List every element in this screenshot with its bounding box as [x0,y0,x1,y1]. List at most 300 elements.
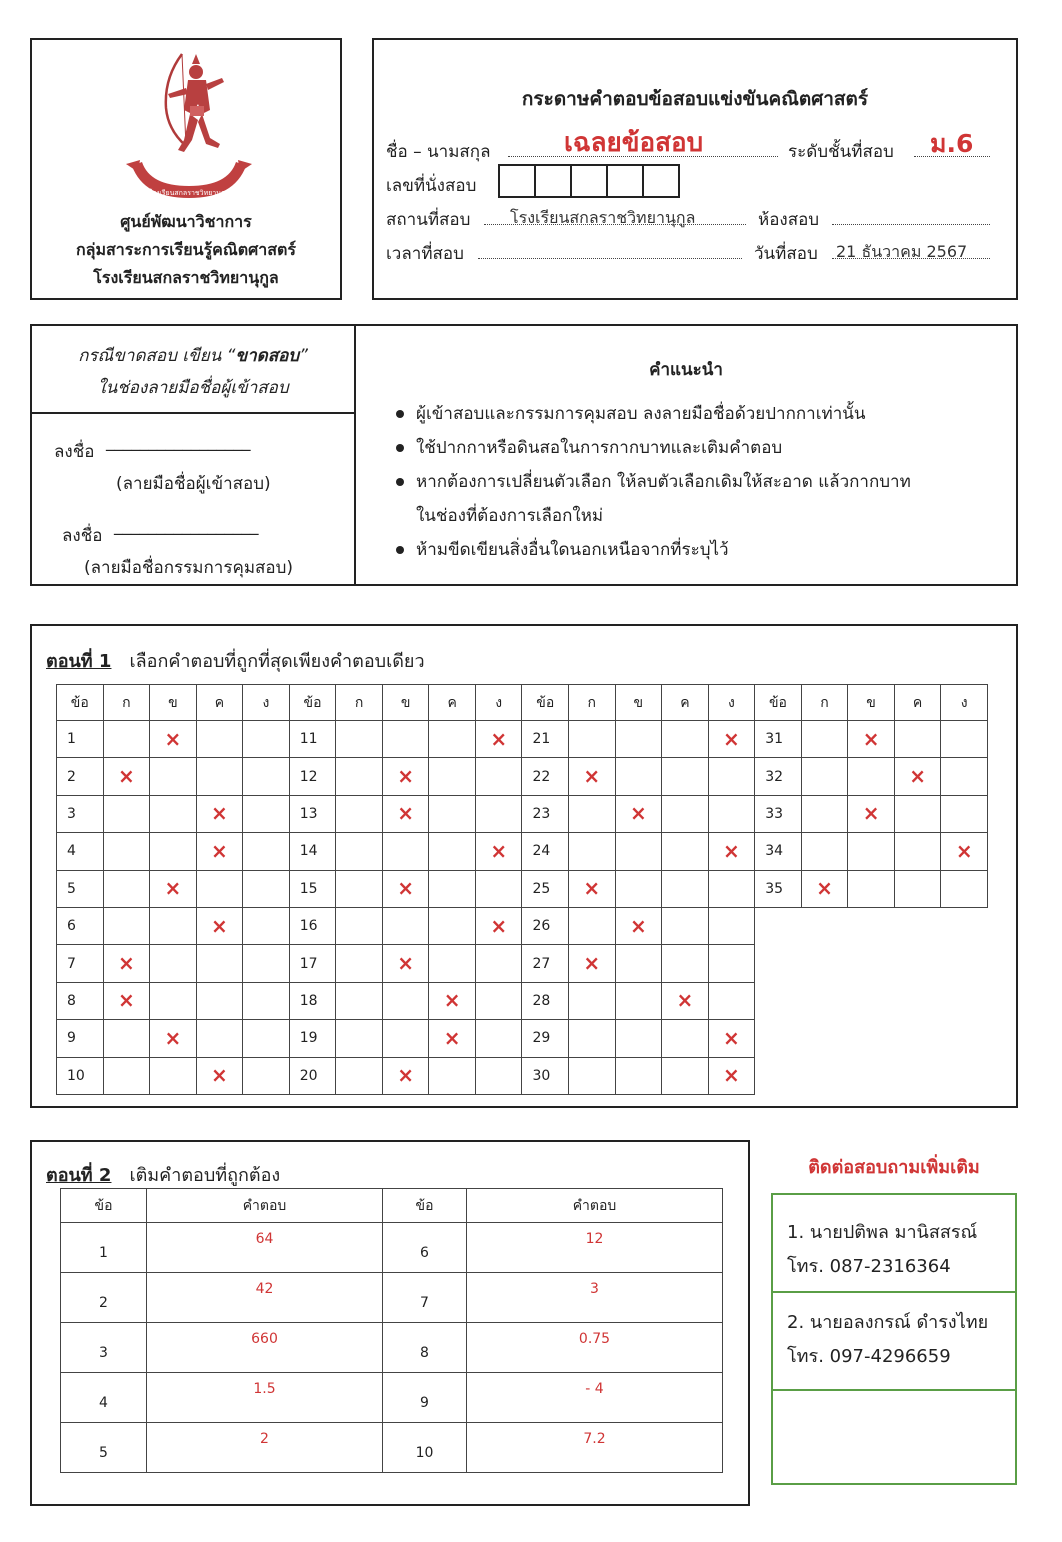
answer-cell[interactable] [336,721,383,758]
x-mark-icon: × [490,838,508,863]
question-number: 18 [289,982,336,1019]
answer-cell[interactable] [708,870,755,907]
answer-cell[interactable] [615,945,662,982]
question-number: 13 [289,795,336,832]
answer-cell[interactable] [941,870,988,907]
question-number: 2 [57,758,104,795]
col-header-choice: ง [243,685,290,721]
answer-cell[interactable] [708,945,755,982]
question-number: 5 [57,870,104,907]
answer-cell[interactable] [243,833,290,870]
question-number: 28 [522,982,569,1019]
contact-divider [773,1291,1015,1293]
answer-cell[interactable] [475,833,522,870]
answer-cell[interactable] [615,721,662,758]
col-header-no: ข้อ [755,685,802,721]
question-number: 20 [289,1057,336,1094]
contact-person-1: 1. นายปติพล มานิสสรณ์ [787,1222,978,1243]
answer-cell[interactable] [615,1057,662,1094]
answer-cell[interactable] [475,870,522,907]
answer-cell[interactable] [569,982,616,1019]
answer-cell[interactable] [103,1057,150,1094]
x-mark-icon: × [490,726,508,751]
answer-cell[interactable] [662,1057,709,1094]
answer-cell[interactable] [708,1020,755,1057]
time-field-line[interactable] [478,258,742,259]
col-header-choice: ง [475,685,522,721]
absent-note-line1: กรณีขาดสอบ เขียน “ขาดสอบ” [78,346,308,366]
answer-cell[interactable] [243,870,290,907]
answer-cell[interactable] [196,982,243,1019]
table-row [57,1057,988,1094]
level-value: ม.6 [930,129,974,158]
col-header-choice: ก [569,685,616,721]
answer-value[interactable]: 3 [467,1273,723,1323]
question-number: 6 [383,1223,467,1273]
x-mark-icon: × [583,764,601,789]
answer-value[interactable]: 2 [147,1423,383,1473]
col-header-no: ข้อ [289,685,336,721]
question-number: 32 [755,758,802,795]
part1-header-row [57,685,988,721]
x-mark-icon: × [955,838,973,863]
answer-cell[interactable] [848,758,895,795]
answer-cell[interactable] [336,1020,383,1057]
answer-cell[interactable] [429,870,476,907]
question-number: 10 [383,1423,467,1473]
answer-cell[interactable] [569,833,616,870]
question-number: 26 [522,907,569,944]
answer-cell[interactable] [941,758,988,795]
answer-cell[interactable] [475,907,522,944]
answer-cell[interactable] [336,758,383,795]
answer-cell[interactable] [569,795,616,832]
answer-cell[interactable] [801,795,848,832]
answer-cell[interactable] [150,795,197,832]
answer-cell[interactable] [196,833,243,870]
question-number: 3 [57,795,104,832]
answer-cell[interactable] [382,907,429,944]
answer-cell[interactable] [150,945,197,982]
table-row [57,1020,988,1057]
question-number: 9 [57,1020,104,1057]
answer-cell[interactable] [103,795,150,832]
col-header-choice: ข [150,685,197,721]
answer-cell[interactable] [941,795,988,832]
answer-cell[interactable] [429,758,476,795]
answer-cell[interactable] [336,833,383,870]
answer-value[interactable]: 660 [147,1323,383,1373]
answer-cell[interactable] [475,945,522,982]
question-number: 24 [522,833,569,870]
answer-value[interactable]: 64 [147,1223,383,1273]
answer-cell[interactable] [429,1020,476,1057]
answer-cell[interactable] [662,833,709,870]
col-header-choice: ก [801,685,848,721]
instruction-item: หากต้องการเปลี่ยนตัวเลือก ให้ลบตัวเลือกเดิมให้สะอาด แล้วกากบาท [416,472,911,492]
school-emblem-logo [124,48,254,198]
answer-cell[interactable] [894,870,941,907]
contact-divider [773,1389,1015,1391]
room-label: ห้องสอบ [758,210,820,230]
question-number: 14 [289,833,336,870]
answer-cell[interactable] [382,1020,429,1057]
x-mark-icon: × [583,951,601,976]
proctor-sign-label: ลงชื่อ [62,526,103,546]
answer-value[interactable]: 12 [467,1223,723,1273]
answer-cell[interactable] [196,907,243,944]
instructions-title: คำแนะนำ [649,360,723,380]
panel-divider [32,412,356,414]
answer-cell[interactable] [708,1057,755,1094]
answer-cell[interactable] [708,758,755,795]
exam-info-form [372,38,1018,300]
x-mark-icon: × [443,988,461,1013]
answer-cell[interactable] [336,795,383,832]
level-label: ระดับชั้นที่สอบ [788,142,894,162]
answer-cell[interactable] [382,945,429,982]
answer-cell[interactable] [150,907,197,944]
question-number: 4 [57,833,104,870]
table-row [57,982,988,1019]
answer-cell[interactable] [243,758,290,795]
answer-value[interactable]: - 4 [467,1373,723,1423]
question-number: 23 [522,795,569,832]
table-row [57,795,988,832]
question-number: 8 [383,1323,467,1373]
answer-cell[interactable] [475,1057,522,1094]
room-field-line[interactable] [832,224,990,225]
answer-cell[interactable] [615,795,662,832]
answer-value[interactable]: 42 [147,1273,383,1323]
answer-cell[interactable] [196,945,243,982]
part2-section [30,1140,750,1506]
col-header-answer: คำตอบ [467,1189,723,1223]
signature-instructions-panel [30,324,1018,586]
answer-cell[interactable] [475,758,522,795]
answer-cell[interactable] [103,945,150,982]
col-header-choice: ก [103,685,150,721]
answer-cell[interactable] [615,833,662,870]
x-mark-icon: × [397,876,414,901]
answer-cell[interactable] [243,721,290,758]
answer-cell[interactable] [382,982,429,1019]
answer-cell[interactable] [615,758,662,795]
answer-cell[interactable] [894,795,941,832]
answer-cell[interactable] [103,982,150,1019]
question-number: 21 [522,721,569,758]
x-mark-icon: × [629,913,647,938]
table-row [61,1323,723,1373]
answer-cell[interactable] [615,982,662,1019]
col-header-choice: ข [615,685,662,721]
answer-cell[interactable] [196,870,243,907]
answer-cell[interactable] [150,1020,197,1057]
answer-cell[interactable] [662,907,709,944]
answer-cell[interactable] [848,870,895,907]
answer-cell[interactable] [382,758,429,795]
bullet-icon [396,444,404,452]
answer-cell[interactable] [708,721,755,758]
answer-cell[interactable] [103,1020,150,1057]
answer-cell[interactable] [103,907,150,944]
proctor-sign-line[interactable]: _________________ [114,516,259,536]
answer-cell[interactable] [662,795,709,832]
answer-value[interactable]: 1.5 [147,1373,383,1423]
x-mark-icon: × [397,1063,414,1088]
table-row [57,945,988,982]
examinee-sign-line[interactable]: _________________ [106,432,251,452]
name-label: ชื่อ – นามสกุล [386,142,491,162]
answer-cell[interactable] [569,870,616,907]
answer-cell[interactable] [382,870,429,907]
answer-cell[interactable] [708,795,755,832]
answer-cell[interactable] [662,758,709,795]
x-mark-icon: × [211,838,228,863]
absent-note-keyword: ขาดสอบ [235,346,300,366]
answer-cell[interactable] [848,721,895,758]
table-row [61,1273,723,1323]
col-header-no: ข้อ [383,1189,467,1223]
seat-digit-box[interactable] [642,164,680,198]
form-title: กระดาษคำตอบข้อสอบแข่งขันคณิตศาสตร์ [521,88,869,110]
x-mark-icon: × [164,876,182,901]
col-header-choice: ค [429,685,476,721]
question-number: 4 [61,1373,147,1423]
question-number: 17 [289,945,336,982]
answer-cell[interactable] [382,721,429,758]
x-mark-icon: × [676,988,694,1013]
answer-cell[interactable] [103,833,150,870]
question-number: 11 [289,721,336,758]
answer-cell[interactable] [196,721,243,758]
x-mark-icon: × [723,1063,740,1088]
x-mark-icon: × [909,764,926,789]
name-value: เฉลยข้อสอบ [564,128,704,158]
question-number: 5 [61,1423,147,1473]
col-header-choice: ง [941,685,988,721]
instruction-item-continued: ในช่องที่ต้องการเลือกใหม่ [416,506,604,526]
question-number: 16 [289,907,336,944]
answer-cell[interactable] [243,1057,290,1094]
answer-cell[interactable] [475,1020,522,1057]
answer-cell[interactable] [894,758,941,795]
answer-cell[interactable] [196,758,243,795]
table-row [57,721,988,758]
answer-cell[interactable] [615,1020,662,1057]
question-number: 27 [522,945,569,982]
answer-cell[interactable] [150,982,197,1019]
col-header-choice: ค [894,685,941,721]
answer-cell[interactable] [429,945,476,982]
col-header-answer: คำตอบ [147,1189,383,1223]
x-mark-icon: × [397,764,414,789]
part1-answer-grid [56,684,988,1095]
question-number: 15 [289,870,336,907]
answer-cell[interactable] [336,982,383,1019]
x-mark-icon: × [862,726,880,751]
x-mark-icon: × [723,838,740,863]
answer-cell[interactable] [382,1057,429,1094]
question-number: 30 [522,1057,569,1094]
answer-cell[interactable] [569,1020,616,1057]
contact-person-2: 2. นายอลงกรณ์ ดำรงไทย [787,1312,989,1333]
answer-cell[interactable] [615,870,662,907]
x-mark-icon: × [443,1025,461,1050]
table-row [61,1373,723,1423]
empty-cell [755,1020,988,1057]
answer-value[interactable]: 0.75 [467,1323,723,1373]
venue-label: สถานที่สอบ [386,210,471,230]
table-row [61,1423,723,1473]
answer-cell[interactable] [941,833,988,870]
x-mark-icon: × [117,951,135,976]
seat-number-boxes[interactable] [498,164,688,198]
answer-cell[interactable] [336,945,383,982]
time-label: เวลาที่สอบ [386,244,464,264]
answer-cell[interactable] [569,945,616,982]
question-number: 6 [57,907,104,944]
question-number: 1 [57,721,104,758]
answer-cell[interactable] [801,721,848,758]
answer-cell[interactable] [569,907,616,944]
answer-cell[interactable] [429,1057,476,1094]
answer-cell[interactable] [801,833,848,870]
question-number: 34 [755,833,802,870]
answer-cell[interactable] [615,907,662,944]
absent-note-line2: ในช่องลายมือชื่อผู้เข้าสอบ [97,378,289,398]
answer-cell[interactable] [243,945,290,982]
logo-ribbon-text: โรงเรียนสกลราชวิทยานุกูล [148,189,230,197]
empty-cell [755,945,988,982]
col-header-choice: ค [662,685,709,721]
table-row [57,907,988,944]
answer-cell[interactable] [429,982,476,1019]
seat-digit-box[interactable] [570,164,608,198]
answer-cell[interactable] [196,795,243,832]
answer-cell[interactable] [708,982,755,1019]
answer-cell[interactable] [941,721,988,758]
x-mark-icon: × [723,726,740,751]
answer-cell[interactable] [708,907,755,944]
answer-cell[interactable] [894,721,941,758]
answer-cell[interactable] [150,758,197,795]
org-name-line3: โรงเรียนสกลราชวิทยานุกูล [93,268,279,287]
seat-label: เลขที่นั่งสอบ [386,176,477,196]
answer-cell[interactable] [429,795,476,832]
part1-section [30,624,1018,1108]
answer-cell[interactable] [662,870,709,907]
date-label: วันที่สอบ [754,244,818,264]
question-number: 8 [57,982,104,1019]
org-name-line2: กลุ่มสาระการเรียนรู้คณิตศาสตร์ [75,240,297,259]
part2-answer-table [60,1188,723,1473]
answer-cell[interactable] [336,907,383,944]
answer-cell[interactable] [150,870,197,907]
table-row [57,870,988,907]
answer-cell[interactable] [382,833,429,870]
seat-digit-box[interactable] [534,164,572,198]
col-header-choice: ข [848,685,895,721]
answer-cell[interactable] [243,982,290,1019]
question-number: 3 [61,1323,147,1373]
x-mark-icon: × [723,1025,740,1050]
instruction-item: ใช้ปากกาหรือดินสอในการกากบาทและเติมคำตอบ [416,438,783,458]
contact-phone-1: โทร. 087-2316364 [787,1256,951,1277]
answer-cell[interactable] [662,945,709,982]
col-header-choice: ก [336,685,383,721]
answer-cell[interactable] [475,982,522,1019]
part2-description: เติมคำตอบที่ถูกต้อง [129,1165,281,1186]
col-header-no: ข้อ [61,1189,147,1223]
answer-cell[interactable] [243,907,290,944]
question-number: 29 [522,1020,569,1057]
x-mark-icon: × [211,1063,228,1088]
instruction-item: ห้ามขีดเขียนสิ่งอื่นใดนอกเหนือจากที่ระบุไว้ [416,540,729,560]
answer-cell[interactable] [150,833,197,870]
answer-cell[interactable] [801,870,848,907]
table-row [61,1223,723,1273]
col-header-no: ข้อ [57,685,104,721]
question-number: 10 [57,1057,104,1094]
answer-cell[interactable] [708,833,755,870]
answer-cell[interactable] [662,721,709,758]
answer-cell[interactable] [336,870,383,907]
x-mark-icon: × [490,913,508,938]
answer-cell[interactable] [569,1057,616,1094]
answer-cell[interactable] [336,1057,383,1094]
answer-cell[interactable] [475,721,522,758]
x-mark-icon: × [117,988,135,1013]
answer-cell[interactable] [801,758,848,795]
answer-cell[interactable] [475,795,522,832]
answer-cell[interactable] [662,1020,709,1057]
venue-value: โรงเรียนสกลราชวิทยานุกูล [510,208,696,227]
answer-cell[interactable] [848,795,895,832]
empty-cell [755,907,988,944]
answer-value[interactable]: 7.2 [467,1423,723,1473]
part2-heading: ตอนที่ 2 [46,1165,112,1186]
answer-cell[interactable] [429,721,476,758]
seat-digit-box[interactable] [498,164,536,198]
answer-cell[interactable] [196,1020,243,1057]
answer-cell[interactable] [569,721,616,758]
answer-cell[interactable] [103,721,150,758]
answer-cell[interactable] [429,833,476,870]
answer-cell[interactable] [150,721,197,758]
answer-cell[interactable] [103,870,150,907]
answer-cell[interactable] [569,758,616,795]
answer-cell[interactable] [196,1057,243,1094]
x-mark-icon: × [397,951,414,976]
answer-cell[interactable] [243,795,290,832]
answer-cell[interactable] [382,795,429,832]
answer-cell[interactable] [662,982,709,1019]
part1-heading-row [46,646,425,675]
answer-cell[interactable] [150,1057,197,1094]
table-row [57,758,988,795]
answer-cell[interactable] [103,758,150,795]
answer-cell[interactable] [894,833,941,870]
question-number: 7 [57,945,104,982]
x-mark-icon: × [164,1025,182,1050]
seat-digit-box[interactable] [606,164,644,198]
answer-cell[interactable] [243,1020,290,1057]
part2-header-row [61,1189,723,1223]
answer-cell[interactable] [848,833,895,870]
question-number: 25 [522,870,569,907]
answer-cell[interactable] [429,907,476,944]
